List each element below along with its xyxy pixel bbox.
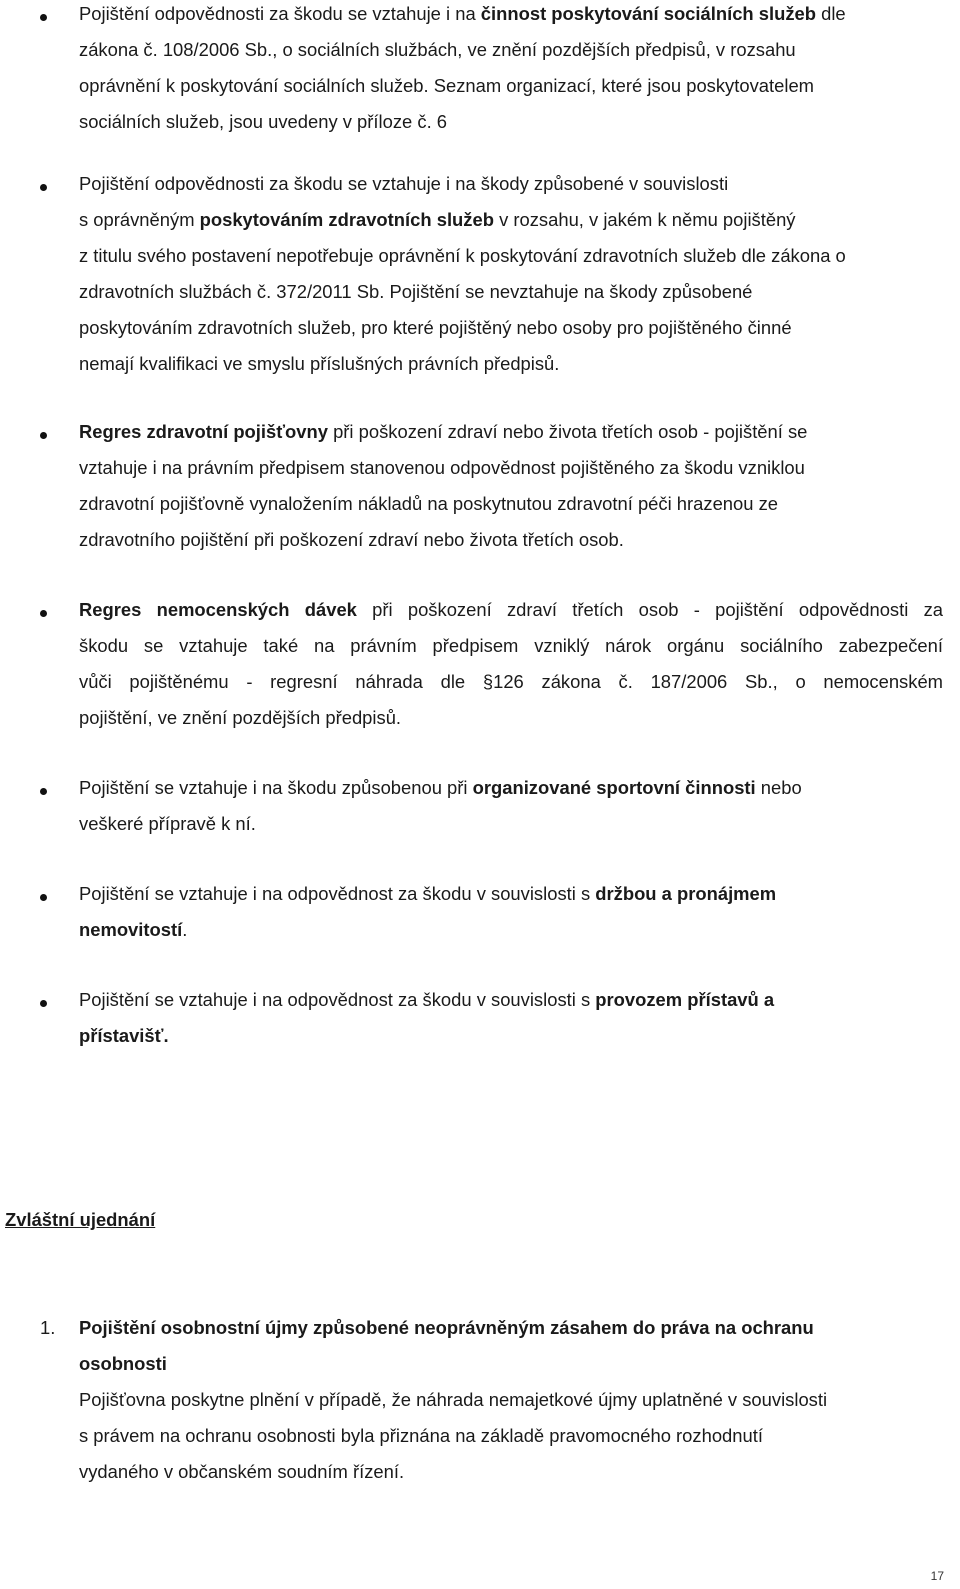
bullet-dot-icon: [40, 14, 47, 21]
text-run: vztahuje i na právním předpisem stanovenou odpovědnost pojištěného za škodu vzniklou: [79, 457, 805, 478]
text-run: veškeré přípravě k ní.: [79, 813, 256, 834]
bullet-text-line: [79, 770, 802, 806]
bullet-dot-icon: [40, 432, 47, 439]
bullet-text-line: [79, 876, 776, 912]
item-body-line: Pojišťovna poskytne plnění v případě, že náhrada nemajetkové újmy uplatněné v souvislosti: [79, 1389, 828, 1410]
item-title-line: osobnosti: [79, 1353, 167, 1374]
bold-text: Regres zdravotní pojišťovny: [79, 421, 328, 442]
bold-text: organizované sportovní činnosti: [472, 777, 756, 798]
bullet-text-line: [79, 486, 778, 522]
text-run: poskytováním zdravotních služeb, pro které pojištěný nebo osoby pro pojištěného činné: [79, 317, 792, 338]
bullet-text-line: [79, 104, 447, 140]
bullet-text-line: [79, 628, 943, 664]
bullet-text-line: [79, 1018, 169, 1054]
bullet-text-line: [79, 664, 943, 700]
bold-text: činnost poskytování sociálních služeb: [480, 3, 816, 24]
bullet-dot-icon: [40, 610, 47, 617]
text-run: vůči pojištěnému - regresní náhrada dle §126 zákona č. 187/2006 Sb., o nemocenském: [79, 671, 943, 692]
bold-text: Regres nemocenských dávek: [79, 599, 357, 620]
text-run: zdravotního pojištění při poškození zdraví nebo života třetích osob.: [79, 529, 624, 550]
bold-text: držbou a pronájmem: [595, 883, 777, 904]
text-run: nebo: [755, 777, 802, 798]
text-run: při poškození zdraví třetích osob - pojištění odpovědnosti za: [356, 599, 943, 620]
bullet-text-line: [79, 700, 401, 736]
bullet-text-line: [79, 592, 943, 628]
bullet-text-line: [79, 522, 624, 558]
bold-text: nemovitostí: [79, 919, 183, 940]
item-number: 1.: [40, 1317, 56, 1338]
text-run: Pojištění se vztahuje i na škodu způsobenou při: [79, 777, 473, 798]
text-run: Pojištění odpovědnosti za škodu se vztahuje i na škody způsobené v souvislosti: [79, 173, 729, 194]
text-run: sociálních služeb, jsou uvedeny v příloze č. 6: [79, 111, 448, 132]
page-number: 17: [930, 1569, 944, 1583]
text-run: dle: [816, 3, 846, 24]
bullet-text-line: [79, 68, 814, 104]
bullet-text-line: [79, 310, 792, 346]
text-run: oprávnění k poskytování sociálních služeb. Seznam organizací, které jsou poskytovatelem: [79, 75, 814, 96]
text-run: zdravotních službách č. 372/2011 Sb. Pojištění se nevztahuje na škody způsobené: [79, 281, 753, 302]
text-run: nemají kvalifikaci ve smyslu příslušných právních předpisů.: [79, 353, 560, 374]
bold-text: přístavišť.: [79, 1025, 169, 1046]
bullet-text-line: [79, 274, 752, 310]
text-run: Pojištění se vztahuje i na odpovědnost za škodu v souvislosti s: [79, 989, 596, 1010]
text-run: Pojištění se vztahuje i na odpovědnost za škodu v souvislosti s: [79, 883, 596, 904]
bullet-text-line: [79, 0, 846, 32]
bullet-text-line: [79, 346, 559, 382]
bullet-dot-icon: [40, 788, 47, 795]
bullet-dot-icon: [40, 894, 47, 901]
bullet-text-line: [79, 912, 187, 948]
bullet-text-line: [79, 982, 774, 1018]
text-run: při poškození zdraví nebo života třetích osob - pojištění se: [327, 421, 808, 442]
text-run: zákona č. 108/2006 Sb., o sociálních službách, ve znění pozdějších předpisů, v rozsahu: [79, 39, 796, 60]
text-run: Pojištění odpovědnosti za škodu se vztahuje i na: [79, 3, 481, 24]
bold-text: poskytováním zdravotních služeb: [199, 209, 494, 230]
bullet-dot-icon: [40, 1000, 47, 1007]
text-run: v rozsahu, v jakém k němu pojištěný: [493, 209, 796, 230]
item-body-line: vydaného v občanském soudním řízení.: [79, 1461, 405, 1482]
text-run: s oprávněným: [79, 209, 200, 230]
bullet-text-line: [79, 414, 807, 450]
bullet-text-line: [79, 32, 796, 68]
bullet-text-line: [79, 166, 728, 202]
bold-text: provozem přístavů a: [595, 989, 775, 1010]
bullet-text-line: [79, 202, 796, 238]
item-title-line: Pojištění osobnostní újmy způsobené neoprávněným zásahem do práva na ochranu: [79, 1317, 814, 1338]
bullet-text-line: [79, 450, 805, 486]
text-run: zdravotní pojišťovně vynaložením nákladů na poskytnutou zdravotní péči hrazenou ze: [79, 493, 779, 514]
bullet-text-line: [79, 806, 256, 842]
text-run: .: [182, 919, 188, 940]
item-body-line: s právem na ochranu osobnosti byla přiznána na základě pravomocného rozhodnutí: [79, 1425, 763, 1446]
bullet-text-line: [79, 238, 846, 274]
bullet-dot-icon: [40, 184, 47, 191]
text-run: škodu se vztahuje také na právním předpisem vzniklý nárok orgánu sociálního zabezpečení: [79, 635, 943, 656]
text-run: z titulu svého postavení nepotřebuje oprávnění k poskytování zdravotních služeb dle zákona o: [79, 245, 846, 266]
text-run: pojištění, ve znění pozdějších předpisů.: [79, 707, 402, 728]
section-heading: Zvláštní ujednání: [5, 1209, 156, 1230]
